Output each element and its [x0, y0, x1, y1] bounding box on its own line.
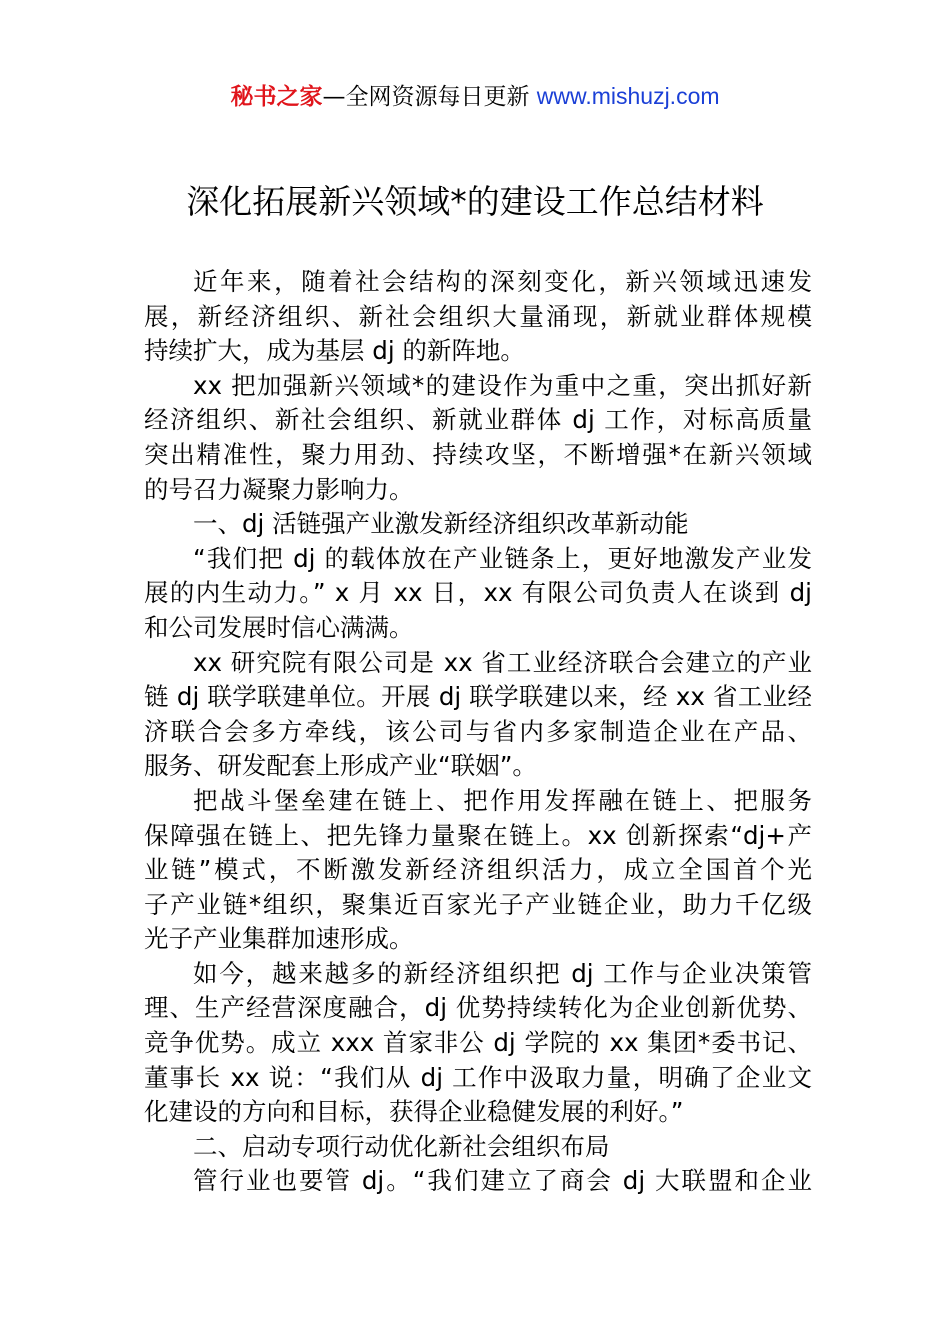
- text-line: 近年来，随着社会结构的深刻变化，新兴领域迅速发: [193, 267, 812, 296]
- text-line: 一、dj 活链强产业激发新经济组织改革新动能: [193, 509, 689, 539]
- document-title: 深化拓展新兴领域*的建设工作总结材料: [186, 182, 764, 221]
- site-url[interactable]: www.mishuzj.com: [536, 83, 720, 109]
- text-line: 经济组织、新社会组织、新就业群体 dj 工作，对标高质量: [144, 405, 812, 435]
- text-line: 二、启动专项行动优化新社会组织布局: [193, 1131, 610, 1161]
- text-line: 服务、研发配套上形成产业“联姻”。: [144, 751, 537, 781]
- text-line: 保障强在链上、把先锋力量聚在链上。xx 创新探索“dj+产: [144, 820, 812, 850]
- text-line: 子产业链*组织，聚集近百家光子产业链企业，助力千亿级: [144, 889, 812, 919]
- text-line: 展的内生动力。” x 月 xx 日，xx 有限公司负责人在谈到 dj: [144, 578, 812, 608]
- text-line: 董事长 xx 说：“我们从 dj 工作中汲取力量，明确了企业文: [144, 1062, 812, 1092]
- text-line: 济联合会多方牵线，该公司与省内多家制造企业在产品、: [144, 716, 812, 746]
- brand-name: 秘书之家: [230, 84, 323, 110]
- document-body: [144, 265, 812, 1199]
- text-line: 管行业也要管 dj。“我们建立了商会 dj 大联盟和企业: [193, 1166, 812, 1196]
- text-line: 业链”模式，不断激发新经济组织活力，成立全国首个光: [144, 855, 812, 885]
- text-line: 的号召力凝聚力影响力。: [144, 474, 414, 504]
- text-line: 化建设的方向和目标，获得企业稳健发展的利好。”: [144, 1097, 684, 1127]
- text-line: xx 把加强新兴领域*的建设作为重中之重，突出抓好新: [193, 370, 812, 400]
- text-line: 持续扩大，成为基层 dj 的新阵地。: [144, 336, 525, 366]
- text-line: 和公司发展时信心满满。: [144, 612, 414, 642]
- text-line: 竞争优势。成立 xxx 首家非公 dj 学院的 xx 集团*委书记、: [144, 1028, 812, 1058]
- text-line: 光子产业集群加速形成。: [144, 924, 414, 954]
- text-line: 突出精准性，聚力用劲、持续攻坚，不断增强*在新兴领域: [144, 439, 812, 469]
- site-banner: [0, 78, 950, 115]
- banner-tagline: —全网资源每日更新: [322, 84, 537, 110]
- text-line: 理、生产经营深度融合，dj 优势持续转化为企业创新优势、: [144, 993, 812, 1023]
- text-line: 把战斗堡垒建在链上、把作用发挥融在链上、把服务: [193, 785, 812, 815]
- text-line: 链 dj 联学联建单位。开展 dj 联学联建以来，经 xx 省工业经: [144, 682, 812, 712]
- text-line: 展，新经济组织、新社会组织大量涌现，新就业群体规模: [144, 301, 812, 331]
- text-line: xx 研究院有限公司是 xx 省工业经济联合会建立的产业: [193, 647, 812, 677]
- text-line: “我们把 dj 的载体放在产业链条上，更好地激发产业发: [193, 543, 812, 573]
- text-line: 如今，越来越多的新经济组织把 dj 工作与企业决策管: [193, 958, 812, 988]
